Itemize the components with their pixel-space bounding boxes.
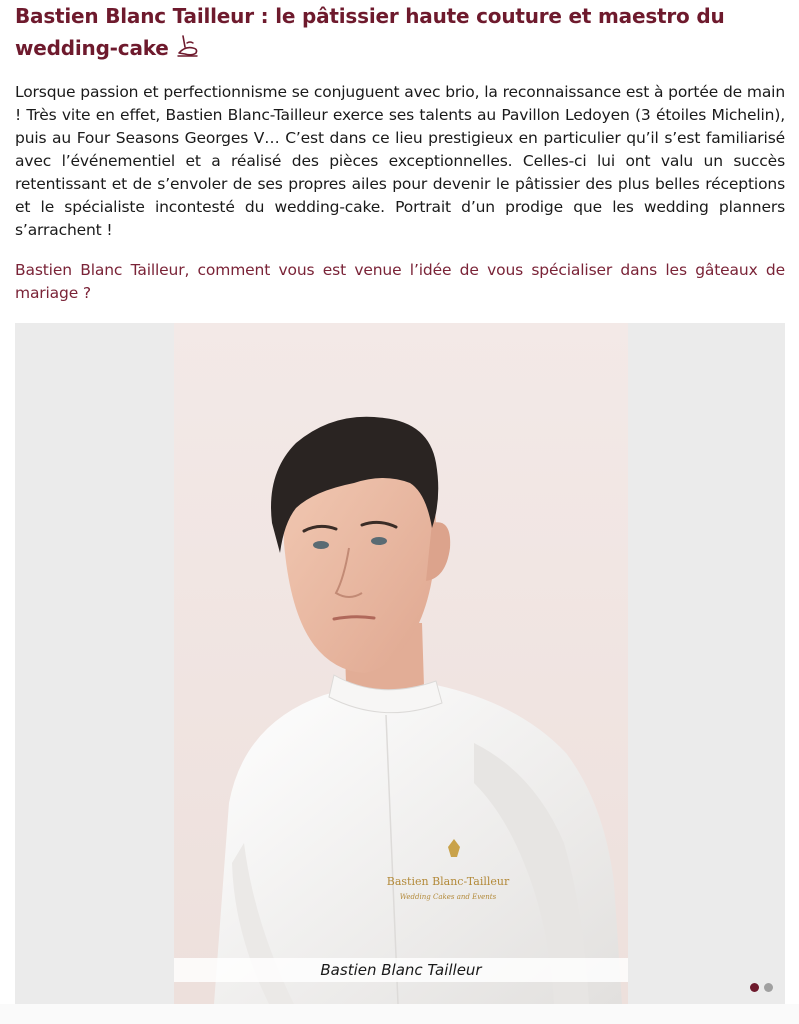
slide-dot-1[interactable] — [750, 983, 759, 992]
caption-bar — [174, 958, 628, 982]
portrait-photo — [174, 323, 628, 1004]
photo-caption: Bastien Blanc Tailleur — [320, 961, 482, 979]
article-intro: Lorsque passion et perfectionnisme se conjuguent avec brio, la reconnaissance est à portée de main ! Très vite en effet, Bastien Blanc-Tailleur exerce ses talents au Pavillon Ledoyen (3 étoiles Michelin), puis au Four Seasons Georges V… C’est dans ce lieu prestigieux en particulier qu’il s’est familiarisé avec l’événementiel et a réalisé des pièces exceptionnelles. Celles-ci lui ont valu un succès retentissant et de s’envoler de ses propres ailes pour devenir le pâtissier des plus belles réceptions et le spécialiste incontesté du wedding-cake. Portrait d’un prodige que les wedding planners s’arrachent ! — [15, 83, 785, 239]
article-title — [15, 0, 785, 64]
article-title-text: Bastien Blanc Tailleur : le pâtissier haute couture et maestro du wedding-cake — [15, 4, 725, 60]
interview-question: Bastien Blanc Tailleur, comment vous est venue l’idée de vous spécialiser dans les gâteaux de mariage ? — [15, 261, 785, 302]
cake-icon — [175, 33, 201, 59]
photo-slider[interactable] — [15, 323, 785, 1004]
portrait-illustration — [174, 323, 628, 1004]
slide-dot-2[interactable] — [764, 983, 773, 992]
jacket-tagline-text: Wedding Cakes and Events — [399, 893, 497, 901]
jacket-logo-text: Bastien Blanc-Tailleur — [386, 875, 510, 888]
slider-pagination — [750, 983, 773, 992]
bottom-strip — [0, 1004, 799, 1024]
